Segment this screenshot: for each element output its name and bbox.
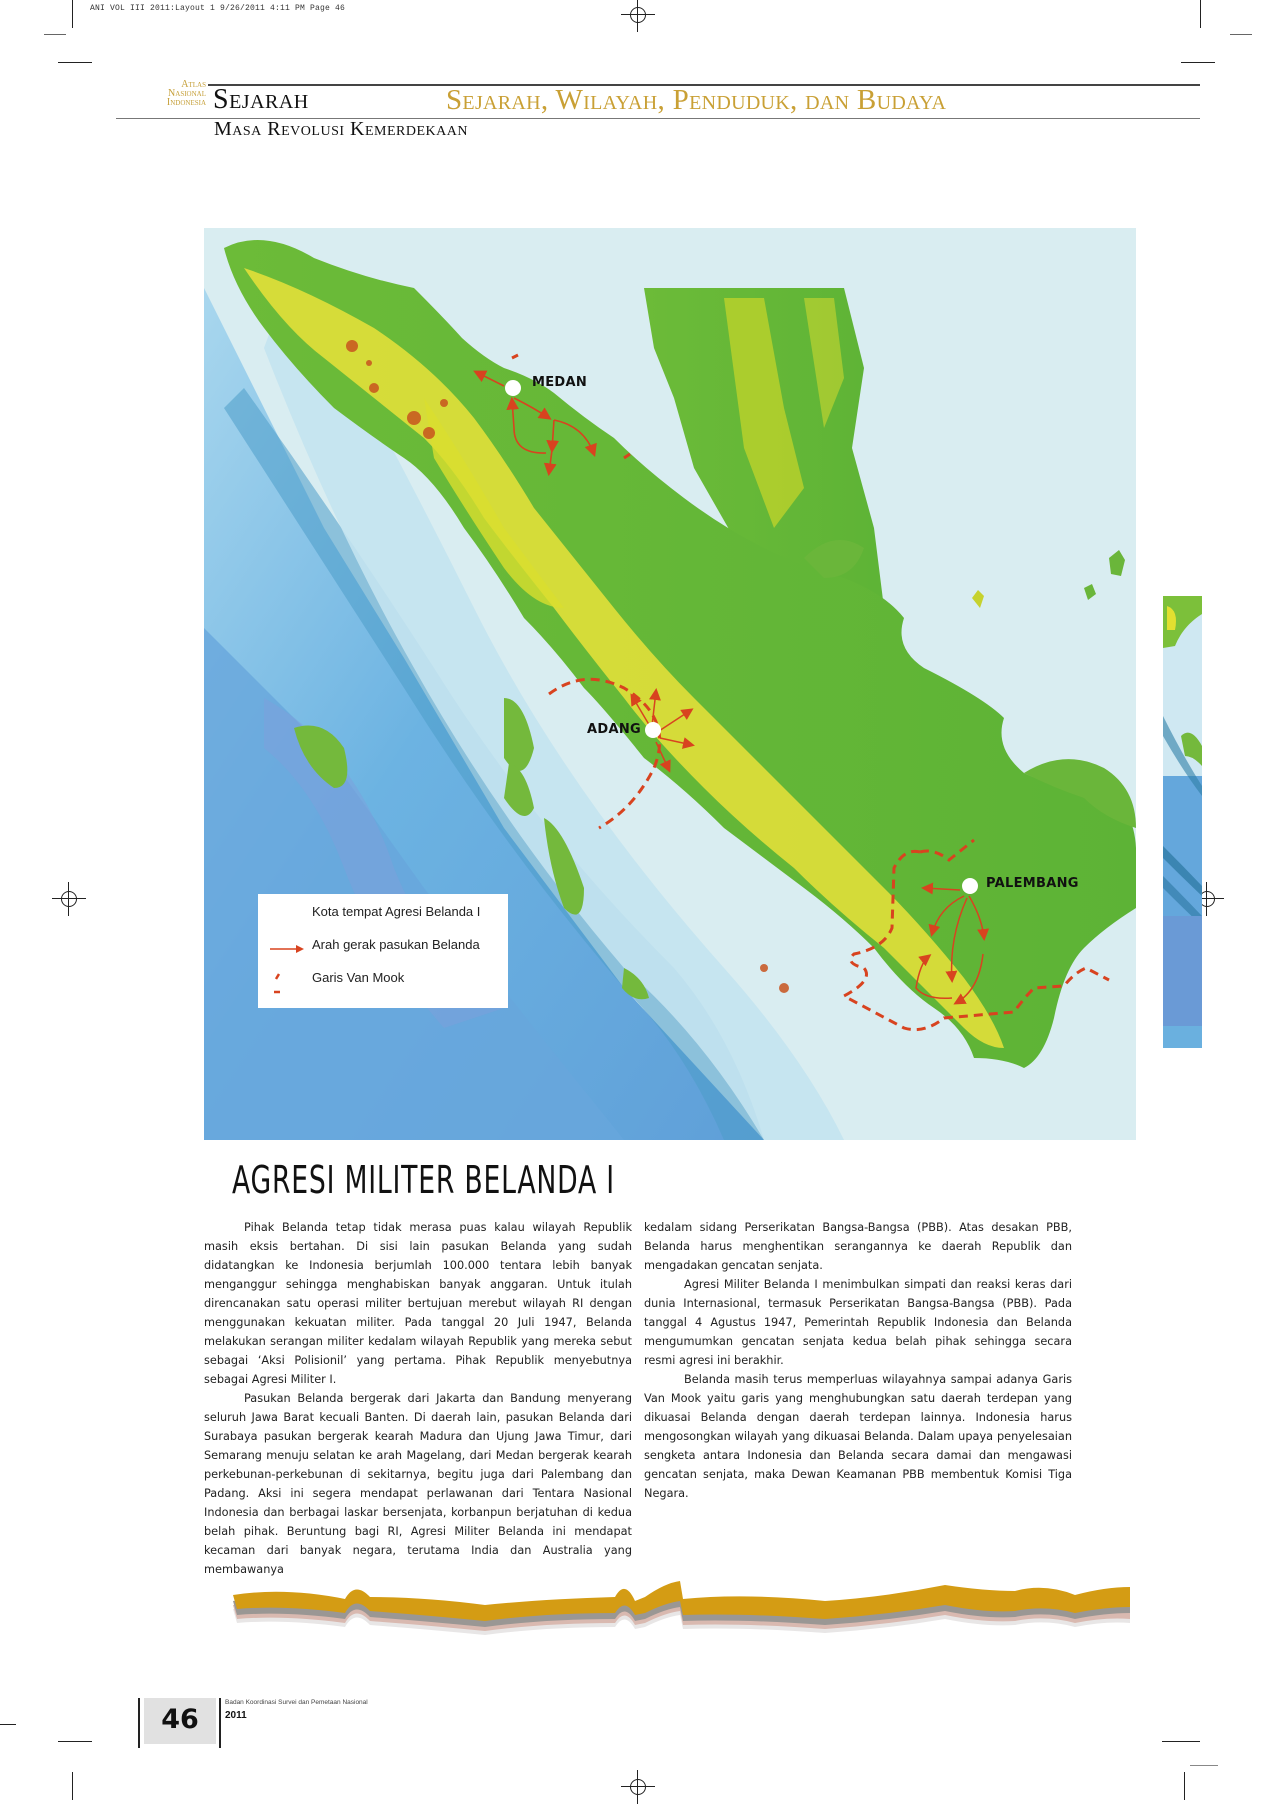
legend-item-arrow — [258, 937, 508, 959]
footer-rule — [219, 1698, 221, 1748]
crop-mark — [0, 1724, 16, 1725]
city-label-palembang: PALEMBANG — [986, 876, 1079, 891]
paragraph: Agresi Militer Belanda I menimbulkan simpati dan reaksi keras dari dunia Internasional, termasuk Perserikatan Bangsa-Bangsa (PBB). Pada tanggal 4 Agustus 1947, Pemerintah Republik Indonesia dan Belanda mengumumkan gencatan senjata kedua belah pihak sehingga secara resmi agresi ini berakhir. — [644, 1278, 1072, 1367]
article-column-left — [204, 1218, 632, 1579]
logo-line: Nasional — [168, 88, 206, 99]
page-number: 46 — [161, 1704, 199, 1735]
registration-mark-icon — [52, 882, 86, 916]
map-legend — [258, 894, 508, 1008]
city-label-adang: ADANG — [587, 722, 641, 737]
crop-mark — [72, 1772, 73, 1800]
legend-label: Arah gerak pasukan Belanda — [312, 937, 480, 952]
paragraph: Pasukan Belanda bergerak dari Jakarta dan Bandung menyerang seluruh Jawa Barat kecuali Banten. Di daerah lain, pasukan Belanda dari Surabaya pasukan bergerak kearah Madura dan Ujung Jawa Timur, dari Semarang menuju selatan ke arah Magelang, dari Medan bergerak kearah perkebunan-perkebunan di sekitarnya, begitu juga dari Palembang dan Padang. Aksi ini segera mendapat perlawanan dari Tentara Nasional Indonesia dan berbagai laskar bersenjata, korbanpun berjatuhan di kedua belah pihak. Beruntung bagi RI, Agresi Militer Belanda ini mendapat kecaman dari banyak negara, terutama India dan Australia yang membawanya — [204, 1392, 632, 1576]
city-marker-adang — [645, 722, 661, 738]
dashed-line-icon — [268, 970, 308, 1000]
article-column-right — [644, 1218, 1072, 1503]
city-marker-medan — [505, 380, 521, 396]
footer-year: 2011 — [225, 1710, 247, 1721]
legend-label: Kota tempat Agresi Belanda I — [312, 904, 481, 919]
white-dot-icon — [268, 909, 308, 923]
chapter-banner: Sejarah, Wilayah, Penduduk, dan Budaya — [446, 84, 947, 116]
red-arrow-icon — [268, 942, 308, 956]
crop-mark — [58, 1741, 92, 1742]
footer-organization: Badan Koordinasi Survei dan Pemetaan Nasional — [225, 1699, 368, 1706]
page-number-box — [144, 1698, 216, 1744]
legend-label: Garis Van Mook — [312, 970, 405, 985]
legend-item-city — [258, 904, 508, 926]
sumatra-map — [204, 228, 1136, 1140]
paragraph: kedalam sidang Perserikatan Bangsa-Bangsa (PBB). Atas desakan PBB, Belanda harus menghentikan serangannya ke daerah Republik dan mengadakan gencatan senjata. — [644, 1221, 1072, 1272]
atlas-logo — [134, 80, 206, 107]
city-label-medan: MEDAN — [532, 375, 588, 390]
crop-mark — [1190, 1765, 1218, 1766]
paragraph: Pihak Belanda tetap tidak merasa puas kalau wilayah Republik masih eksis bertahan. Di sisi lain pasukan Belanda yang sudah didatangkan ke Indonesia berjumlah 100.000 tentara lebih banyak menganggur sehingga menghabiskan banyak anggaran. Untuk itulah direncanakan satu operasi militer bertujuan merebut wilayah RI dengan menggunakan kekuatan militer. Pada tanggal 20 Juli 1947, Belanda melakukan serangan militer kedalam wilayah Republik yang mereka sebut sebagai ‘Aksi Polisionil’ yang pertama. Pihak Republik menyebutnya sebagai Agresi Militer I. — [204, 1221, 632, 1386]
city-marker-palembang — [962, 878, 978, 894]
paragraph: Belanda masih terus memperluas wilayahnya sampai adanya Garis Van Mook yaitu garis yang menghubungkan satu daerah terdepan yang dikuasai Belanda dengan daerah terdepan lainnya. Indonesia harus mengosongkan wilayah yang dikuasai Belanda. Dalam upaya penyelesaian sengketa antara Indonesia dan Belanda secara damai dan mengawasi gencatan senjata, maka Dewan Keamanan PBB membentuk Komisi Tiga Negara. — [644, 1373, 1072, 1500]
logo-line: Atlas — [181, 79, 206, 90]
logo-line: Indonesia — [166, 97, 206, 108]
page-header — [0, 0, 1273, 150]
printer-slug-line: ANI VOL III 2011:Layout 1 9/26/2011 4:11 PM Page 46 — [90, 4, 346, 13]
page-subtitle: Masa Revolusi Kemerdekaan — [214, 118, 468, 140]
crop-mark — [1162, 1741, 1200, 1742]
section-title: Sejarah — [213, 84, 309, 115]
crop-mark — [1184, 1772, 1185, 1800]
registration-mark-icon — [621, 1770, 655, 1804]
facing-page-map-strip — [1163, 596, 1202, 1048]
footer-rule — [138, 1698, 140, 1748]
article-title: AGRESI MILITER BELANDA I — [232, 1158, 615, 1202]
legend-item-van-mook — [258, 970, 508, 992]
decorative-ribbon — [225, 1575, 1205, 1635]
